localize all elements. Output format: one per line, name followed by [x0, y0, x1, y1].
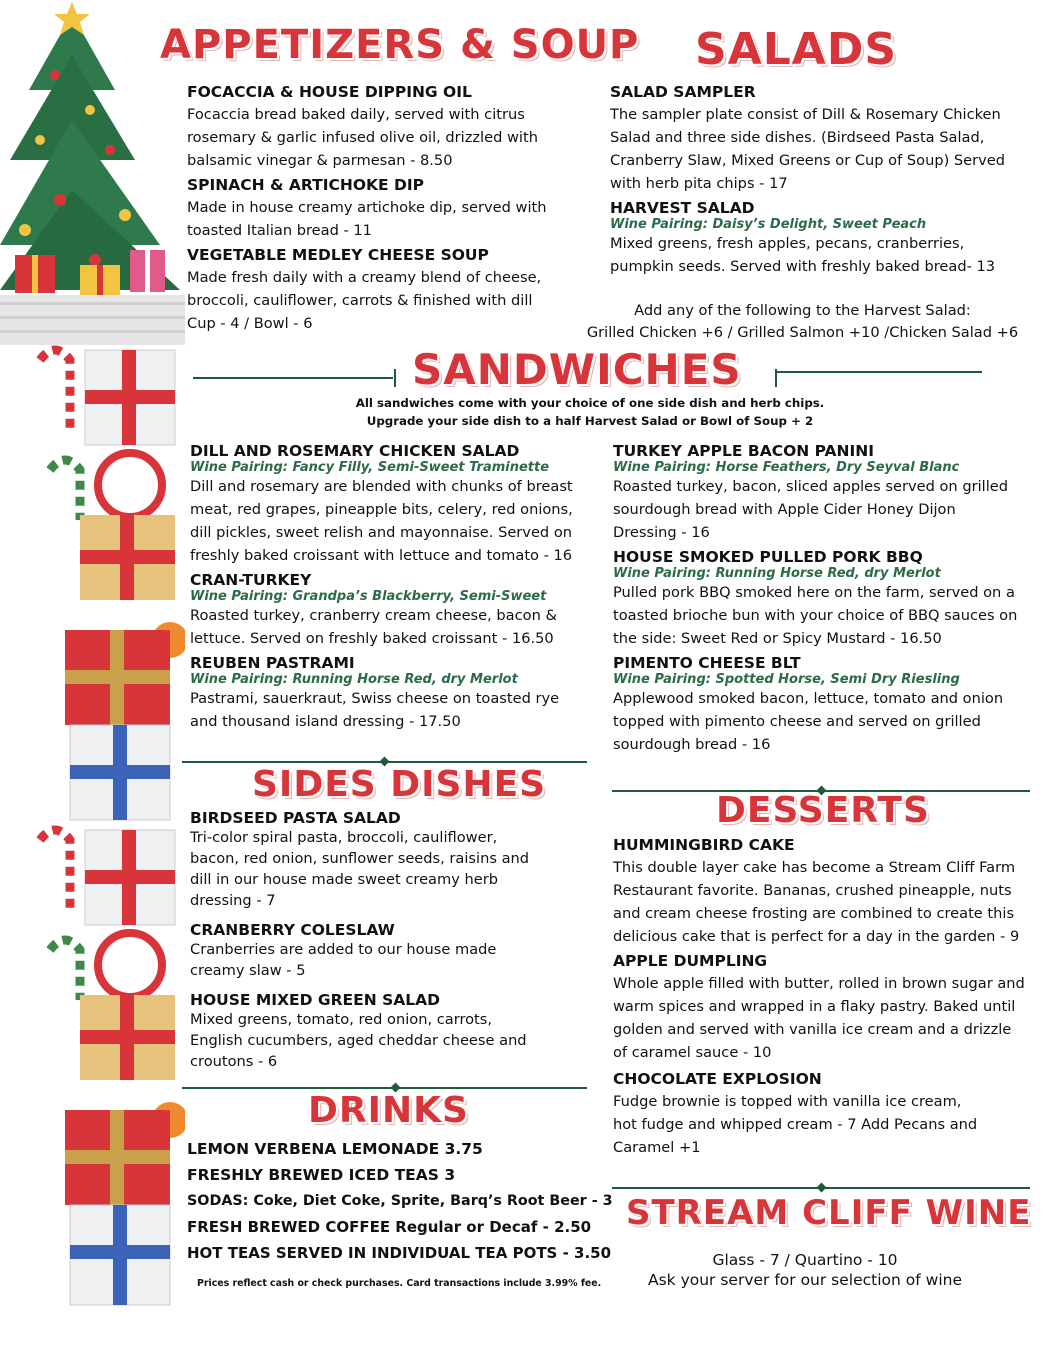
item-name: HOUSE SMOKED PULLED PORK BBQ	[613, 548, 923, 566]
sides-heading: SIDES DISHES	[252, 764, 547, 805]
wine-pairing: Wine Pairing: Horse Feathers, Dry Seyval Blanc	[613, 460, 960, 475]
wine-pricing: Glass - 7 / Quartino - 10	[712, 1251, 898, 1269]
item-desc: Cranberries are added to our house made creamy slaw - 5	[190, 941, 497, 979]
drink-item: FRESH BREWED COFFEE Regular or Decaf - 2.50	[187, 1218, 592, 1236]
sandwiches-note: All sandwiches come with your choice of one side dish and herb chips.	[355, 396, 825, 410]
sandwiches-left	[190, 442, 588, 733]
gift-box-icon	[10, 340, 185, 1340]
salads-heading: SALADS	[695, 24, 898, 75]
item-desc: Mixed greens, fresh apples, pecans, cranberries, pumpkin seeds. Served with freshly baked bread- 13	[610, 235, 996, 275]
item-name: PIMENTO CHEESE BLT	[613, 654, 801, 672]
item-desc: This double layer cake has become a Stream Cliff Farm Restaurant favorite. Bananas, crushed pineapple, nuts and cream cheese frosting are combined to create this delicious cake that is perfect for a day in the garden - 9	[613, 859, 1020, 945]
appetizers-heading: APPETIZERS & SOUP	[160, 22, 640, 68]
item-name: FOCACCIA & HOUSE DIPPING OIL	[187, 83, 472, 101]
item-name: CRANBERRY COLESLAW	[190, 921, 395, 939]
item-desc: Mixed greens, tomato, red onion, carrots, English cucumbers, aged cheddar cheese and croutons - 6	[190, 1011, 527, 1070]
divider	[193, 377, 393, 379]
item-desc: Fudge brownie is topped with vanilla ice cream, hot fudge and whipped cream - 7 Add Pecans and Caramel +1	[613, 1093, 978, 1156]
sides-section	[190, 809, 535, 1072]
item-name: SPINACH & ARTICHOKE DIP	[187, 176, 425, 194]
drinks-section	[187, 1136, 613, 1266]
price-footnote: Prices reflect cash or check purchases. Card transactions include 3.99% fee.	[197, 1278, 602, 1289]
christmas-tree-icon	[0, 0, 185, 345]
item-desc: Dill and rosemary are blended with chunks of breast meat, red grapes, pineapple bits, celery, red onions, dill pickles, sweet relish and mayonnaise. Served on freshly baked croissant with lettuce and tomato - 16	[190, 478, 573, 564]
drink-item: FRESHLY BREWED ICED TEAS 3	[187, 1166, 456, 1184]
item-name: BIRDSEED PASTA SALAD	[190, 809, 401, 827]
item-desc: Tri-color spiral pasta, broccoli, cauliflower, bacon, red onion, sunflower seeds, raisins and dill in our house made sweet creamy herb dressing - 7	[190, 829, 530, 909]
item-name: VEGETABLE MEDLEY CHEESE SOUP	[187, 246, 489, 264]
harvest-addons-intro: Add any of the following to the Harvest Salad:	[634, 302, 971, 319]
item-name: HARVEST SALAD	[610, 199, 755, 217]
wine-note: Ask your server for our selection of wine	[647, 1271, 962, 1289]
wine-pairing: Wine Pairing: Running Horse Red, dry Merlot	[190, 672, 518, 687]
item-name: TURKEY APPLE BACON PANINI	[613, 442, 875, 460]
item-desc: Pulled pork BBQ smoked here on the farm, served on a toasted brioche bun with your choice of BBQ sauces on the side: Sweet Red or Spicy Mustard - 16.50	[613, 584, 1018, 647]
drink-item: LEMON VERBENA LEMONADE 3.75	[187, 1140, 483, 1158]
wine-pairing: Wine Pairing: Grandpa’s Blackberry, Semi-Sweet	[190, 589, 547, 604]
item-desc: Made fresh daily with a creamy blend of cheese, broccoli, cauliflower, carrots & finished with dill Cup - 4 / Bowl - 6	[187, 269, 542, 332]
divider	[182, 1087, 587, 1089]
item-desc: Roasted turkey, bacon, sliced apples served on grilled sourdough bread with Apple Cider Honey Dijon Dressing - 16	[613, 478, 1008, 541]
item-name: HOUSE MIXED GREEN SALAD	[190, 991, 440, 1009]
drink-item: HOT TEAS SERVED IN INDIVIDUAL TEA POTS - 3.50	[187, 1244, 612, 1262]
item-name: CRAN-TURKEY	[190, 571, 312, 589]
divider-ornament	[817, 1183, 827, 1193]
item-name: REUBEN PASTRAMI	[190, 654, 355, 672]
harvest-addons: Grilled Chicken +6 / Grilled Salmon +10 /Chicken Salad +6	[586, 324, 1019, 341]
item-name: HUMMINGBIRD CAKE	[613, 836, 795, 854]
item-desc: Roasted turkey, cranberry cream cheese, bacon & lettuce. Served on freshly baked croissant - 16.50	[190, 607, 557, 647]
wine-pairing: Wine Pairing: Fancy Filly, Semi-Sweet Traminette	[190, 460, 550, 475]
sandwiches-heading: SANDWICHES	[412, 345, 742, 394]
item-name: CHOCOLATE EXPLOSION	[613, 1070, 822, 1088]
item-name: DILL AND ROSEMARY CHICKEN SALAD	[190, 442, 520, 460]
item-desc: Whole apple filled with butter, rolled in brown sugar and warm spices and wrapped in a flaky pastry. Baked until golden and served with vanilla ice cream and a drizzle of caramel sauce - 10	[613, 975, 1025, 1061]
desserts-section	[613, 836, 1025, 1159]
item-name: APPLE DUMPLING	[613, 952, 768, 970]
desserts-heading: DESSERTS	[716, 790, 930, 831]
drink-item: SODAS: Coke, Diet Coke, Sprite, Barq’s Root Beer - 3	[187, 1193, 613, 1209]
drinks-heading: DRINKS	[308, 1090, 469, 1131]
item-desc: Focaccia bread baked daily, served with citrus rosemary & garlic infused olive oil, drizzled with balsamic vinegar & parmesan - 8.50	[187, 106, 538, 169]
item-desc: Applewood smoked bacon, lettuce, tomato and onion topped with pimento cheese and served on grilled sourdough bread - 16	[613, 690, 1004, 753]
wine-pairing: Wine Pairing: Running Horse Red, dry Merlot	[613, 566, 941, 581]
appetizers-section	[187, 83, 562, 335]
item-desc: The sampler plate consist of Dill & Rosemary Chicken Salad and three side dishes. (Birdseed Pasta Salad, Cranberry Slaw, Mixed Greens or Cup of Soup) Served with herb pita chips - 17	[610, 106, 1006, 192]
salads-section	[610, 83, 1010, 278]
item-name: SALAD SAMPLER	[610, 83, 756, 101]
item-desc: Pastrami, sauerkraut, Swiss cheese on toasted rye and thousand island dressing - 17.50	[190, 690, 560, 730]
sandwiches-note: Upgrade your side dish to a half Harvest Salad or Bowl of Soup + 2	[366, 414, 814, 428]
wine-heading: STREAM CLIFF WINE	[626, 1193, 1032, 1233]
divider	[394, 369, 396, 387]
divider	[777, 371, 982, 373]
sandwiches-right	[613, 442, 1023, 756]
wine-pairing: Wine Pairing: Daisy’s Delight, Sweet Peach	[610, 217, 927, 232]
item-desc: Made in house creamy artichoke dip, served with toasted Italian bread - 11	[187, 199, 547, 239]
wine-pairing: Wine Pairing: Spotted Horse, Semi Dry Riesling	[613, 672, 960, 687]
